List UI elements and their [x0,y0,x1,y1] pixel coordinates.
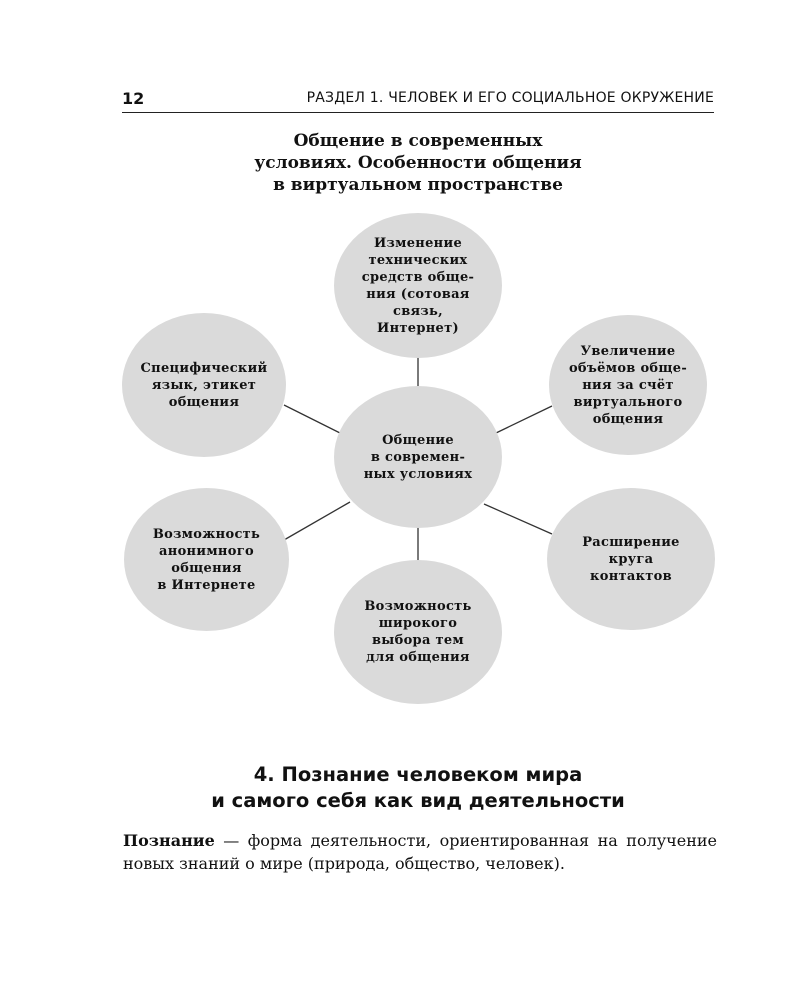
definition-term: Познание [123,831,215,850]
node-technical-means [334,213,502,358]
node-label: Возможность анонимного общения в Интернете [152,526,261,593]
page-number: 12 [122,89,145,108]
diagram-title-line: условиях. Особенности общения [254,153,582,173]
running-head: РАЗДЕЛ 1. ЧЕЛОВЕК И ЕГО СОЦИАЛЬНОЕ ОКРУЖЕНИЕ [306,90,714,106]
chapter-heading-line: 4. Познание человеком мира [253,763,583,786]
chapter-heading [120,762,716,814]
node-anonymous-communication [124,488,289,631]
node-volume-increase [549,315,707,455]
center-node [334,386,502,528]
node-contacts-expansion [547,488,715,630]
connector-line [496,406,552,433]
node-label: Специфический язык, этикет общения [140,360,268,410]
node-label: Возможность широкого выбора тем для общения [364,599,472,665]
definition-text: — форма деятельности, ориентированная на получение новых знаний о мире (природа, общество, человек). [123,831,717,873]
connector-line [284,405,340,433]
diagram-title-line: в виртуальном пространстве [273,175,563,195]
node-label: Изменение технических средств обще- ния (сотовая связь, Интернет) [361,235,475,336]
node-topic-choice [334,560,502,704]
center-node-label: Общение в современ- ных условиях [363,432,473,482]
node-label: Расширение круга контактов [582,534,680,584]
diagram-title-line: Общение в современных [293,131,543,151]
node-label: Увеличение объёмов обще- ния за счёт виртуального общения [568,343,688,427]
connector-line [484,504,552,534]
node-specific-language [122,313,286,457]
connector-line [284,502,350,540]
chapter-heading-line: и самого себя как вид деятельности [211,789,625,812]
definition-paragraph [123,830,717,875]
